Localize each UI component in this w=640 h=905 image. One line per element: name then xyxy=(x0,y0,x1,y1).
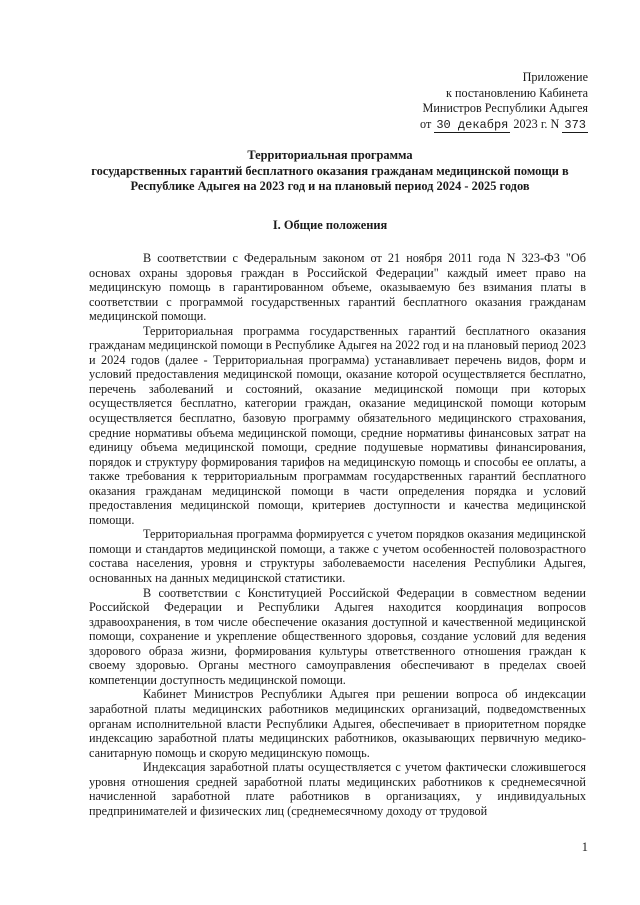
page-number: 1 xyxy=(581,840,588,854)
title-line-1: Территориальная программа xyxy=(247,148,413,162)
handwritten-date: 30 декабря xyxy=(436,117,509,132)
appendix-line-3: Министров Республики Адыгея xyxy=(422,101,588,115)
paragraph: Кабинет Министров Республики Адыгея при решении вопроса об индексации заработной платы медицинских работников медицинских организаций, подведомственных органам исполнительной власти Республики Адыгея, обеспечивает в приоритетном порядке индексацию заработной платы медицинских работников, оказывающих первичную медико-санитарную помощь и скорую медицинскую помощь. xyxy=(89,687,586,760)
appendix-line-1: Приложение xyxy=(522,70,588,84)
section-heading: I. Общие положения xyxy=(272,218,388,232)
body-text xyxy=(89,251,586,818)
handwritten-number: 373 xyxy=(564,117,586,132)
appendix-line-2: к постановлению Кабинета xyxy=(446,85,588,100)
appendix-header xyxy=(420,70,588,133)
document-title xyxy=(70,148,590,195)
title-line-2: государственных гарантий бесплатного оказания гражданам медицинской помощи в xyxy=(91,163,569,178)
paragraph: Территориальная программа государственных гарантий бесплатного оказания гражданам медицинской помощи в Республике Адыгея на 2022 год и на плановый период 2023 и 2024 годов (далее - Территориальная программа) устанавливает перечень видов, форм и условий предоставления медицинской помощи, оказание которой осуществляется бесплатно, перечень заболеваний и состояний, оказание медицинской помощи при которых осуществляется бесплатно, категории граждан, оказание медицинской помощи которым осуществляется бесплатно, базовую программу обязательного медицинского страхования, средние нормативы объема медицинской помощи, средние нормативы финансовых затрат на единицу объема медицинской помощи, средние подушевые нормативы финансирования, порядок и структуру формирования тарифов на медицинскую помощь и способы ее оплаты, а также требования к территориальным программам государственных гарантий бесплатного оказания гражданам медицинской помощи в части определения порядка и условий предоставления медицинской помощи, критериев доступности и качества медицинской помощи. xyxy=(89,323,586,527)
paragraph: В соответствии с Федеральным законом от 21 ноября 2011 года N 323-ФЗ "Об основах охраны здоровья граждан в Российской Федерации" каждый имеет право на медицинскую помощь в гарантированном объеме, оказываемую без взимания платы в соответствии с программой государственных гарантий бесплатного оказания гражданам медицинской помощи. xyxy=(89,251,586,324)
paragraph: В соответствии с Конституцией Российской Федерации в совместном ведении Российской Федерации и Республики Адыгея находится координация вопросов здравоохранения, в том числе обеспечение оказания доступной и качественной медицинской помощи, сохранение и укрепление общественного здоровья, создание условий для ведения здорового образа жизни, формирования культуры ответственного отношения граждан к своему здоровью. Органы местного самоуправления обеспечивают в пределах своей компетенции доступность медицинской помощи. xyxy=(89,585,586,687)
date-year: 2023 г. N xyxy=(513,116,560,131)
paragraph: Индексация заработной платы осуществляется с учетом фактически сложившегося уровня отношения средней заработной платы медицинских работников к среднемесячной начисленной заработной плате работников в организациях, у индивидуальных предпринимателей и физических лиц (среднемесячному доходу от трудовой xyxy=(89,760,586,818)
date-prefix: от xyxy=(420,116,432,131)
appendix-date-line xyxy=(420,117,588,134)
title-line-3: Республике Адыгея на 2023 год и на плановый период 2024 - 2025 годов xyxy=(130,179,530,193)
paragraph: Территориальная программа формируется с учетом порядков оказания медицинской помощи и стандартов медицинской помощи, а также с учетом особенностей половозрастного состава населения, уровня и структуры заболеваемости населения Республики Адыгея, основанных на данных медицинской статистики. xyxy=(89,527,586,586)
